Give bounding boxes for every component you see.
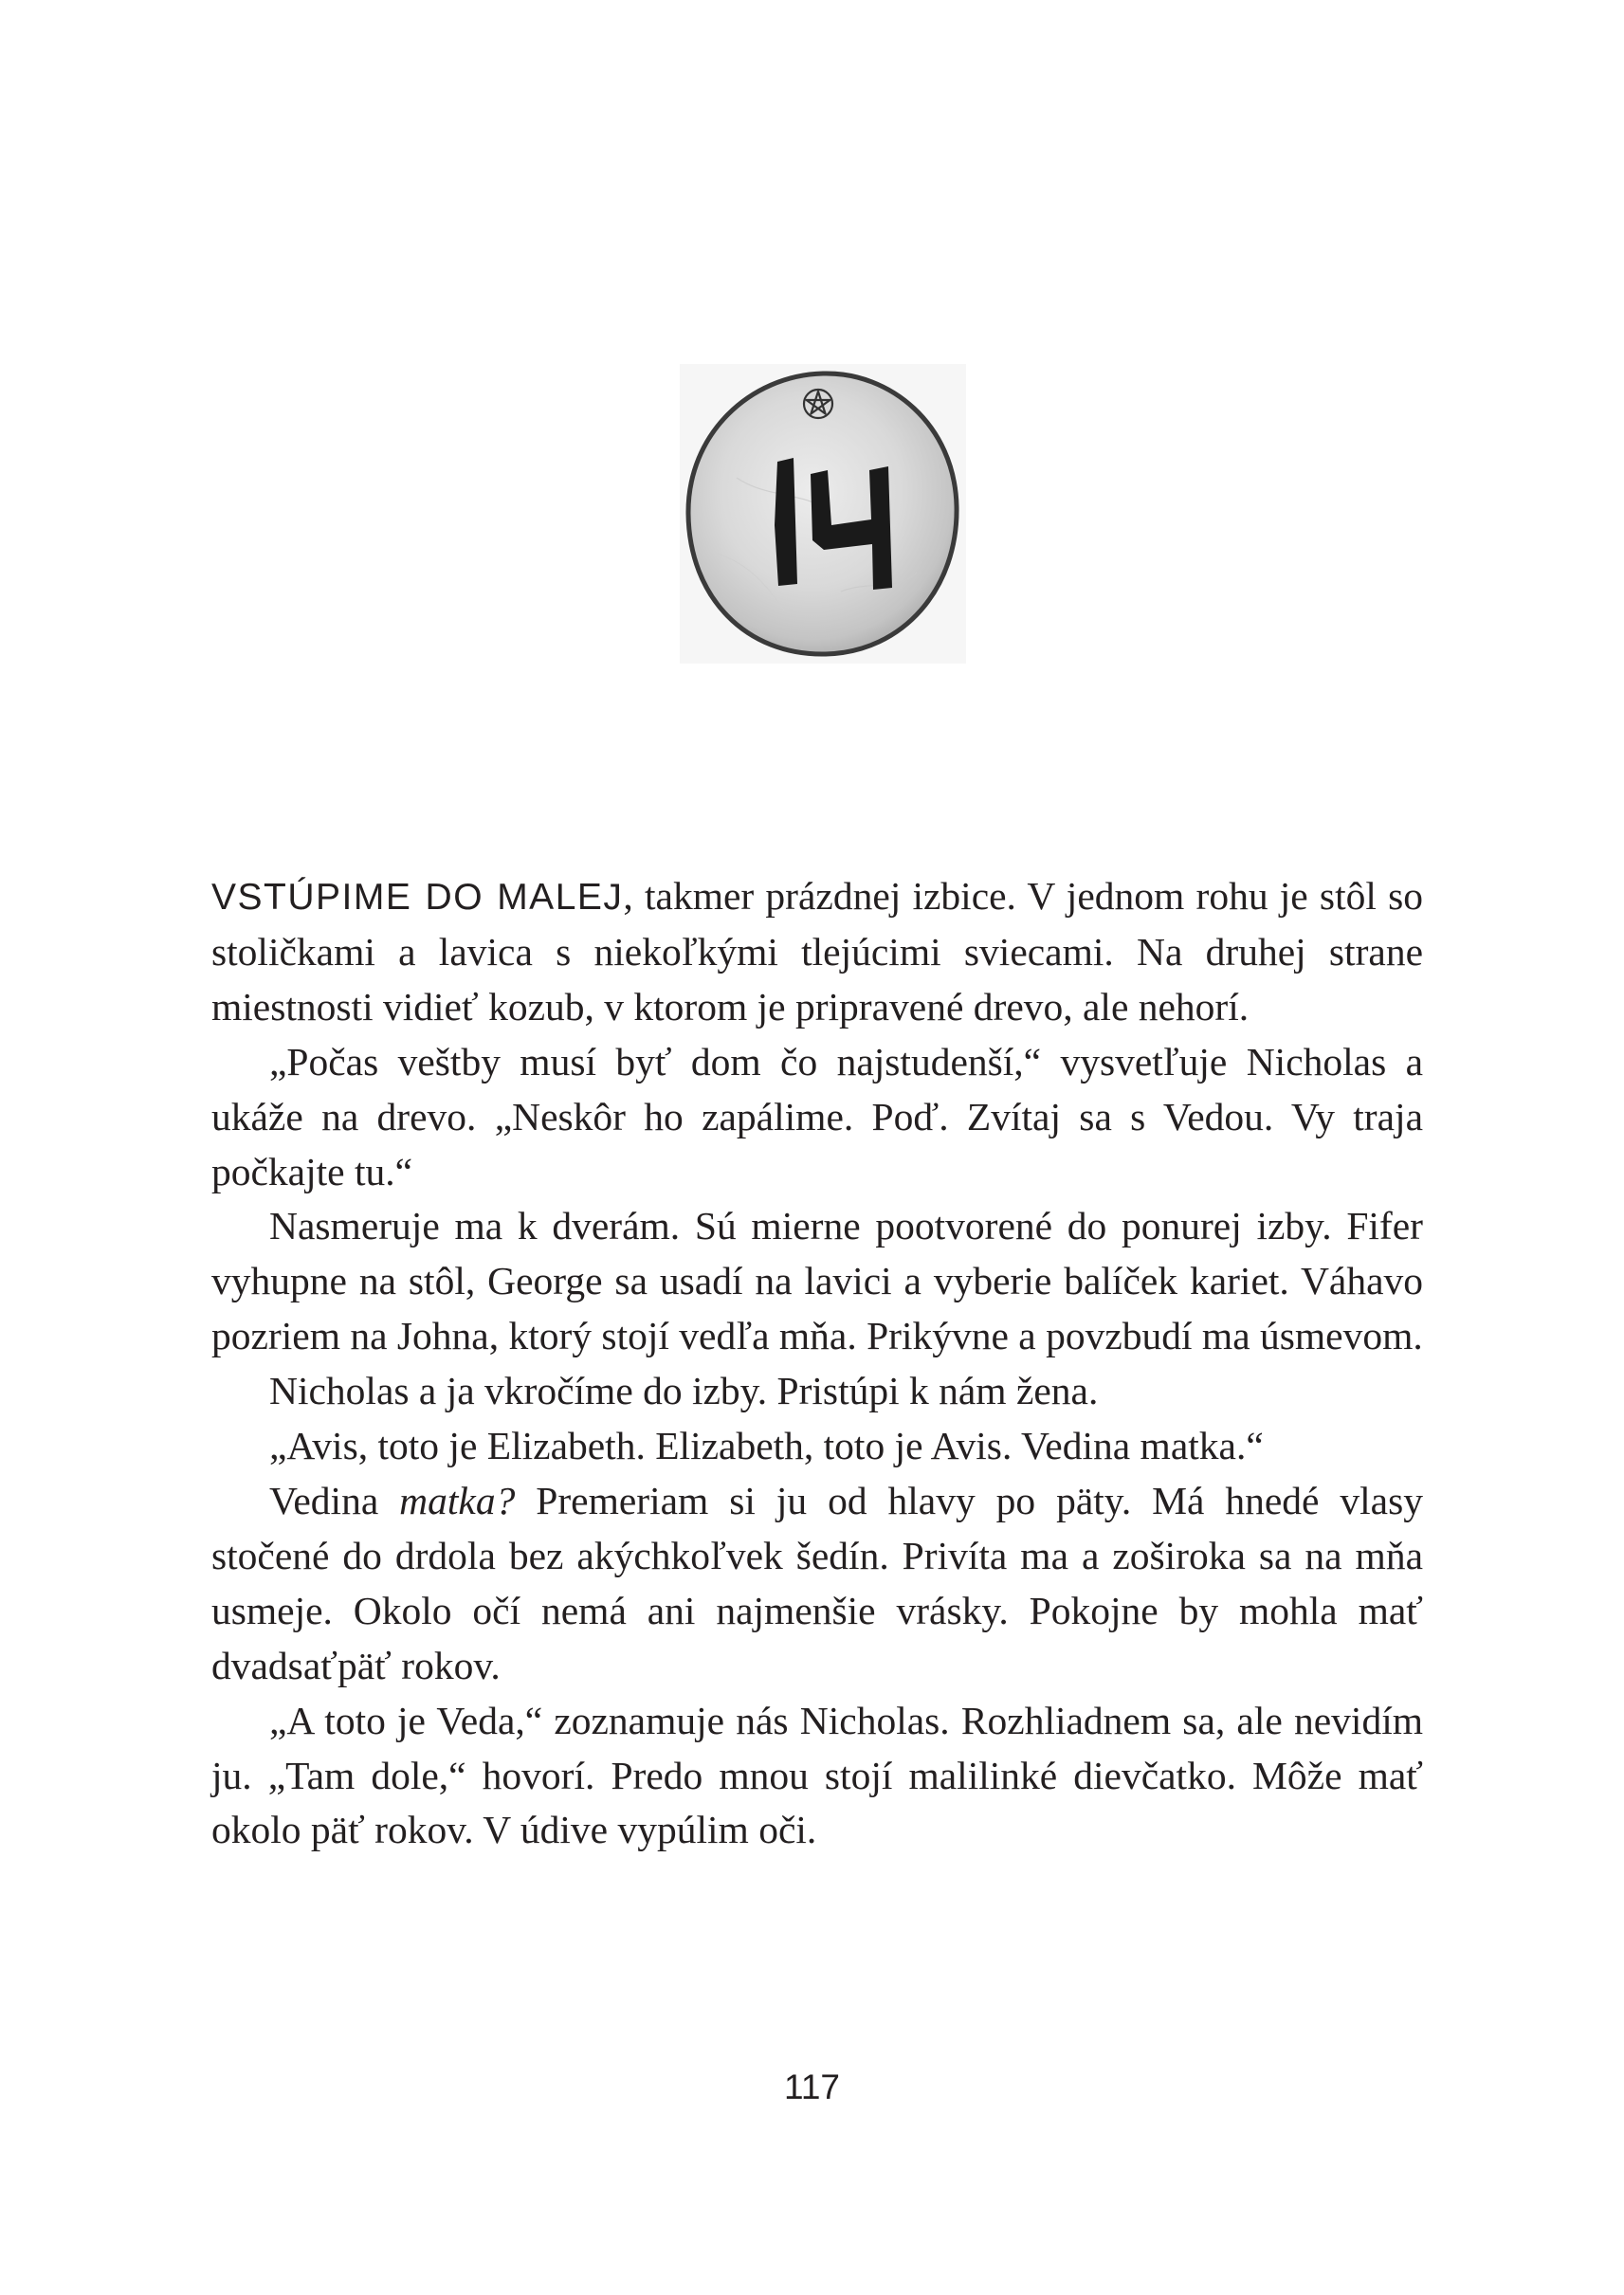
paragraph: [211, 1694, 1423, 1859]
page-number: 117: [784, 2067, 840, 2106]
paragraph: [211, 1035, 1423, 1200]
paragraph-text: Nasmeruje ma k dverám. Sú mierne pootvorené do ponurej izby. Fifer vyhupne na stôl, George sa usadí na lavici a vyberie balíček kariet. Váhavo pozriem na Johna, ktorý stojí vedľa mňa. Prikývne a povzbudí ma úsmevom.: [211, 1204, 1423, 1358]
paragraph: [211, 1199, 1423, 1364]
paragraph-text: „Avis, toto je Elizabeth. Elizabeth, toto je Avis. Vedina matka.“: [269, 1424, 1264, 1468]
paragraph-text: , takmer prázdnej izbice. V jednom rohu je stôl so stoličkami a lavica s niekoľkými tlejúcimi sviecami. Na druhej strane miestnosti vidieť kozub, v ktorom je pripravené drevo, ale nehorí.: [211, 874, 1423, 1029]
paragraph-text: Vedina: [269, 1478, 400, 1522]
paragraph-text: Nicholas a ja vkročíme do izby. Pristúpi k nám žena.: [269, 1369, 1099, 1413]
paragraph: [211, 1419, 1423, 1474]
chapter-lead-in: VSTÚPIME DO MALEJ: [211, 877, 624, 918]
paragraph: [211, 1364, 1423, 1419]
paragraph-text: „A toto je Veda,“ zoznamuje nás Nicholas. Rozhliadnem sa, ale nevidím ju. „Tam dole,“ hovorí. Predo mnou stojí malilinké dievčatko. Môže mať okolo päť rokov. V údive vypúlim oči.: [211, 1698, 1423, 1852]
chapter-emblem: [680, 364, 966, 664]
body-text: [211, 869, 1423, 1858]
paragraph-text: „Počas veštby musí byť dom čo najstudenší,“ vysvetľuje Nicholas a ukáže na drevo. „Neskôr ho zapálime. Poď. Zvítaj sa s Vedou. Vy traja počkajte tu.“: [211, 1039, 1423, 1193]
paragraph: [211, 1474, 1423, 1694]
paragraph-text: Premeriam si ju od hlavy po päty. Má hnedé vlasy stočené do drdola bez akýchkoľvek šedín. Privíta ma a zoširoka sa na mňa usmeje. Okolo očí nemá ani najmenšie vrásky. Pokojne by mohla mať dvadsaťpäť rokov.: [211, 1478, 1423, 1687]
emphasized-text: matka?: [399, 1478, 516, 1522]
paragraph: [211, 869, 1423, 1035]
